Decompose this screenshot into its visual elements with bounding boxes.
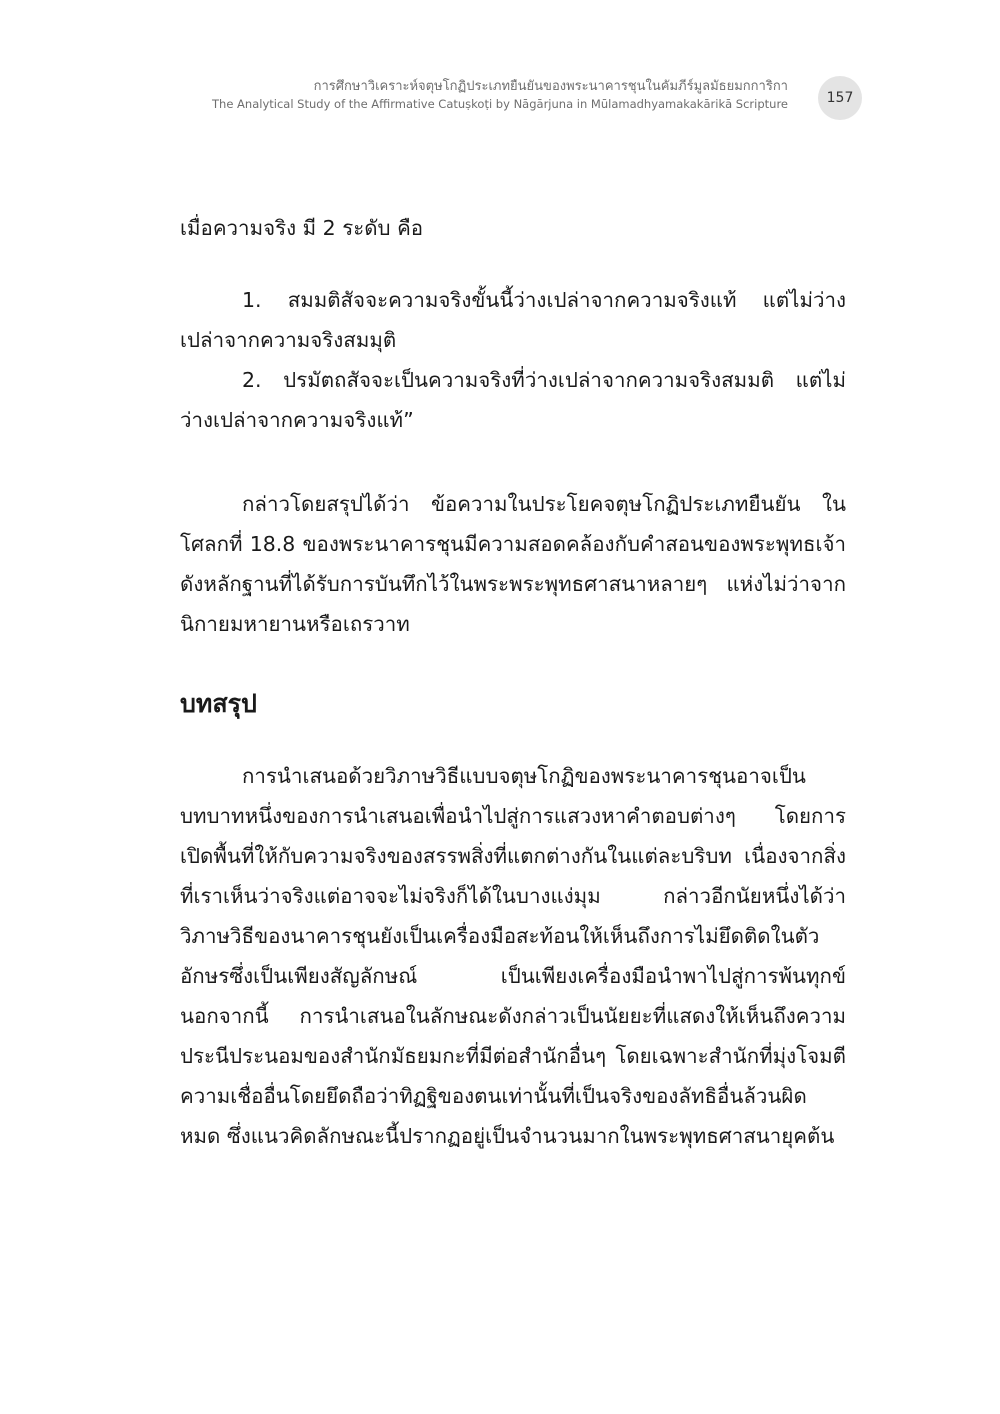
- summary-paragraph: กล่าวโดยสรุปได้ว่า ข้อความในประโยคจตุษโกฏิประเภทยืนยัน ในโศลกที่ 18.8 ของพระนาคารชุนมีความสอดคล้องกับคำสอนของพระพุทธเจ้า ดังหลักฐานที่ได้รับการบันทึกไว้ในพระพระพุทธศาสนาหลายๆ แห่งไม่ว่าจากนิกายมหายานหรือเถรวาท: [180, 492, 846, 636]
- truth-level-item-1: 1. สมมติสัจจะความจริงขั้นนี้ว่างเปล่าจากความจริงแท้ แต่ไม่ว่างเปล่าจากความจริงสมมุติ: [180, 288, 846, 352]
- running-header-english-title: The Analytical Study of the Affirmative Catuṣkoṭi by Nāgārjuna in Mūlamadhyamakakārikā Scripture: [212, 97, 788, 111]
- conclusion-paragraph: การนำเสนอด้วยวิภาษวิธีแบบจตุษโกฏิของพระนาคารชุนอาจเป็นบทบาทหนึ่งของการนำเสนอเพื่อนำไปสู่การแสวงหาคำตอบต่างๆ โดยการเปิดพื้นที่ให้กับความจริงของสรรพสิ่งที่แตกต่างกันในแต่ละบริบท เนื่องจากสิ่งที่เราเห็นว่าจริงแต่อาจจะไม่จริงก็ได้ในบางแง่มุม กล่าวอีกนัยหนึ่งได้ว่า วิภาษวิธีของนาคารชุนยังเป็นเครื่องมือสะท้อนให้เห็นถึงการไม่ยึดติดในตัวอักษรซึ่งเป็นเพียงสัญลักษณ์ เป็นเพียงเครื่องมือนำพาไปสู่การพ้นทุกข์ นอกจากนี้ การนำเสนอในลักษณะดังกล่าวเป็นนัยยะที่แสดงให้เห็นถึงความประนีประนอมของสำนักมัธยมกะที่มีต่อสำนักอื่นๆ โดยเฉพาะสำนักที่มุ่งโจมตีความเชื่ออื่นโดยยึดถือว่าทิฏฐิของตนเท่านั้นที่เป็นจริงของลัทธิอื่นล้วนผิดหมด ซึ่งแนวคิดลักษณะนี้ปรากฏอยู่เป็นจำนวนมากในพระพุทธศาสนายุคต้น: [180, 764, 846, 1148]
- page-number-badge: 157: [818, 76, 862, 120]
- running-header-thai-title: การศึกษาวิเคราะห์จตุษโกฏิประเภทยืนยันของพระนาคารชุนในคัมภีร์มูลมัธยมกการิกา: [313, 79, 788, 94]
- body-text: [180, 208, 846, 1156]
- intro-line: เมื่อความจริง มี 2 ระดับ คือ: [180, 216, 424, 240]
- running-header: [212, 78, 788, 112]
- truth-level-item-2: 2. ปรมัตถสัจจะเป็นความจริงที่ว่างเปล่าจากความจริงสมมติ แต่ไม่ว่างเปล่าจากความจริงแท้”: [180, 368, 846, 432]
- conclusion-heading: บทสรุป: [180, 689, 257, 718]
